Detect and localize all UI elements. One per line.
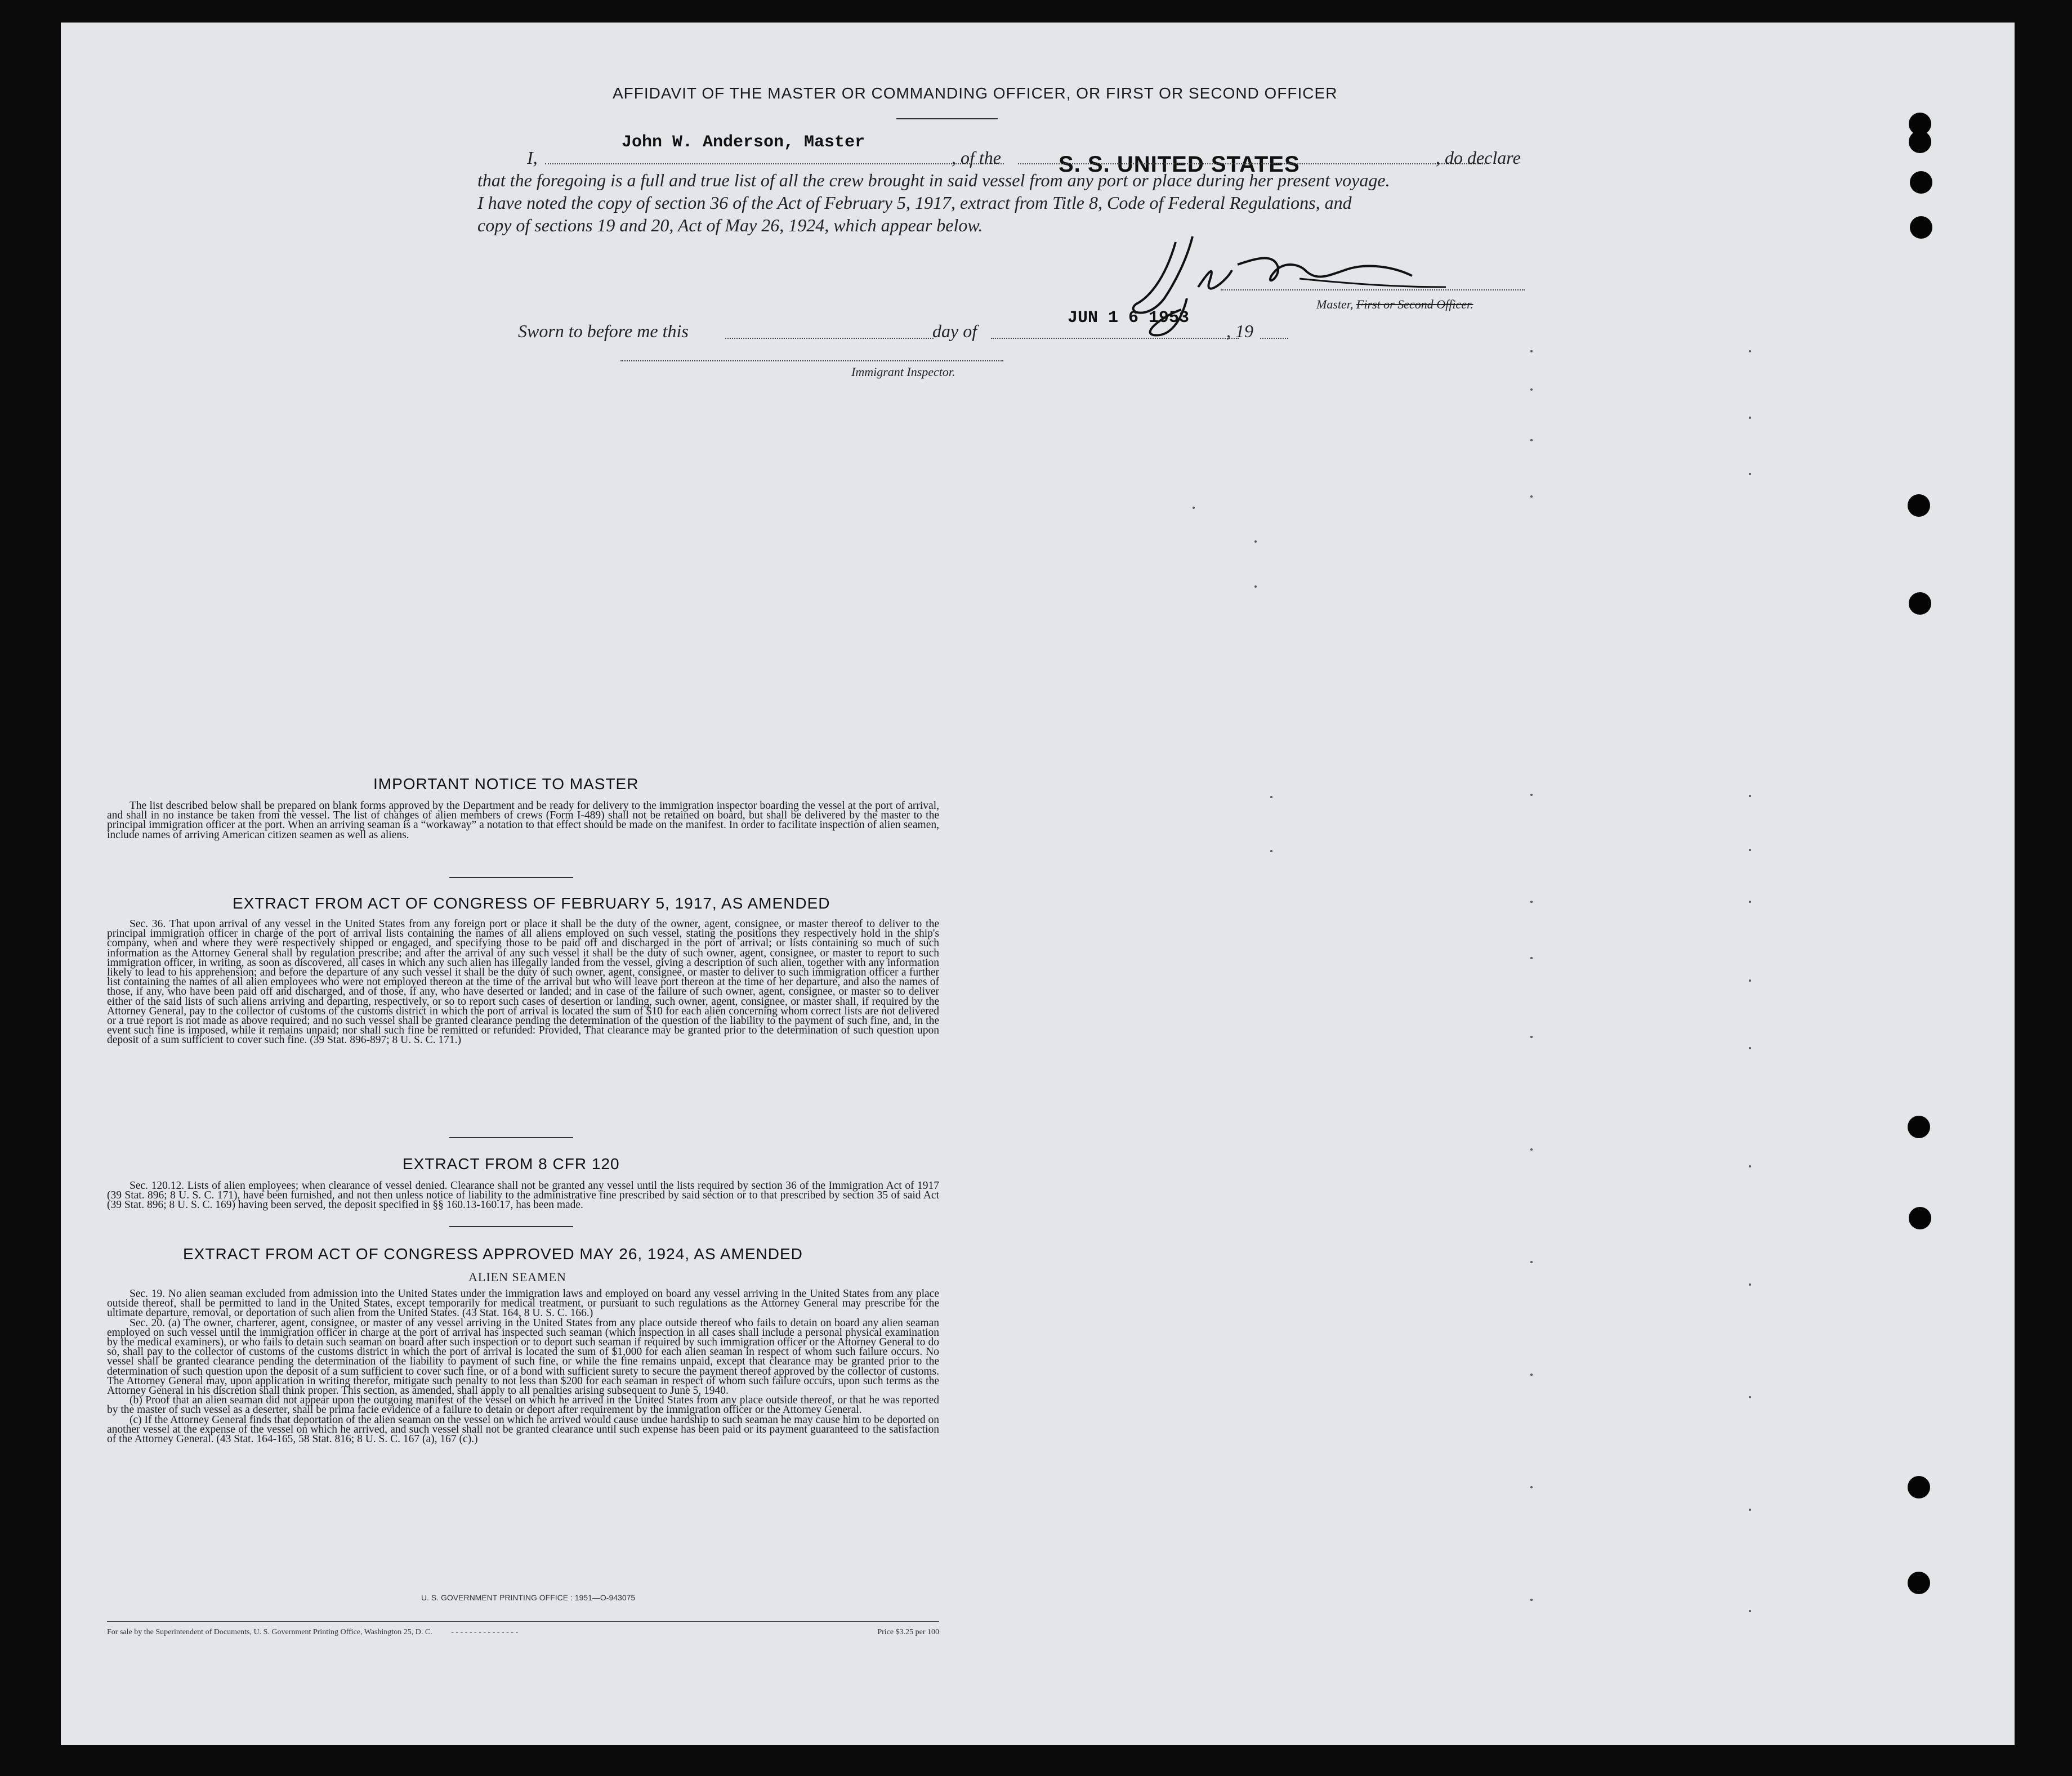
punch-hole xyxy=(1908,1572,1930,1594)
affidavit-line-4: copy of sections 19 and 20, Act of May 26, 1924, which appear below. xyxy=(477,215,983,235)
title-divider xyxy=(896,118,998,119)
punch-hole xyxy=(1910,171,1932,194)
scan-speck xyxy=(1254,585,1257,588)
printing-office-line: U. S. GOVERNMENT PRINTING OFFICE : 1951—O-943075 xyxy=(421,1593,636,1602)
scan-speck xyxy=(1749,350,1751,352)
extract-1917-heading: EXTRACT FROM ACT OF CONGRESS OF FEBRUARY 5, 1917, AS AMENDED xyxy=(233,894,830,912)
scan-speck xyxy=(1749,473,1751,475)
vessel-line xyxy=(1018,163,1485,164)
scan-speck xyxy=(1530,901,1533,903)
punch-hole xyxy=(1908,1476,1930,1498)
scan-speck xyxy=(1530,495,1533,498)
scan-speck xyxy=(1530,1148,1533,1151)
year-line xyxy=(1260,338,1288,339)
scan-speck xyxy=(1530,1486,1533,1488)
sworn-label: Sworn to before me this xyxy=(518,321,689,341)
master-name[interactable]: John W. Anderson, Master xyxy=(622,133,865,152)
section-19-paragraph: Sec. 19. No alien seaman excluded from admission into the United States under the immigration laws and employed on board any vessel arriving in the United States from any place outside thereof, shall be permitted to land in the United States, except temporarily for medical treatment, or pursuant to such regulations as the Attorney General may prescribe for the ultimate departure, removal, or deportation of such alien from the United States. (43 Stat. 164, 8 U. S. C. 166.) xyxy=(107,1288,939,1319)
signature-caption: Master, First or Second Officer. xyxy=(1316,297,1473,311)
scan-speck xyxy=(1530,439,1533,441)
section-20c-paragraph: (c) If the Attorney General finds that deportation of the alien seaman on the vessel on which he arrived would cause undue hardship to such seaman he may cause him to be deported on another vessel at the expense of the vessel on which he arrived, and such vessel shall not be granted clearance until such expense has been paid or its payment guaranteed to the satisfaction of the Attorney General. (43 Stat. 164-165, 58 Stat. 816; 8 U. S. C. 167 (a), 167 (c).) xyxy=(107,1413,939,1446)
scan-speck xyxy=(1749,795,1751,797)
scan-speck xyxy=(1530,350,1533,352)
i-label: I, xyxy=(527,147,538,168)
scan-speck xyxy=(1749,417,1751,419)
year-label: , 19 xyxy=(1226,321,1253,341)
signature-line xyxy=(1221,289,1525,290)
scan-speck xyxy=(1749,1610,1751,1612)
extract-1924-body xyxy=(107,1289,939,1444)
scan-speck xyxy=(1749,1047,1751,1049)
date-line xyxy=(991,338,1239,339)
notice-heading: IMPORTANT NOTICE TO MASTER xyxy=(373,775,639,793)
scan-speck xyxy=(1530,388,1533,391)
affidavit-line-2: that the foregoing is a full and true list of all the crew brought in said vessel from any port or place during her present voyage. xyxy=(477,170,1390,190)
scan-speck xyxy=(1530,1036,1533,1038)
extract-cfr-heading: EXTRACT FROM 8 CFR 120 xyxy=(403,1155,620,1173)
scan-speck xyxy=(1749,849,1751,851)
notice-divider xyxy=(449,877,573,878)
section-20a-paragraph: Sec. 20. (a) The owner, charterer, agent, consignee, or master of any vessel arriving in the United States from any place outside thereof who fails to detain on board any alien seaman employed on such vessel until the immigration officer in charge at the port of arrival has inspected such seaman (which inspection in all cases shall include a personal physical examination by the medical examiners), or who fails to detain such seaman on board after such inspection or to deport such seaman if required by such immigration officer or the Attorney General to do so, shall pay to the collector of customs of the customs district in which the port of arrival is located the sum of $1,000 for each alien seaman in respect of whom such failure occurs. No vessel shall be granted clearance pending the determination of the liability to payment of such fine, or while the fine remains unpaid, except that clearance may be granted prior to the determination of such question upon the deposit of a sum sufficient to cover such fine, or of a bond with sufficient surety to secure the payment thereof approved by the collector of customs. The Attorney General may, upon application in writing therefor, mitigate such penalty to not less than $200 for each seaman in respect of whom such failure occurs, upon such terms as the Attorney General in his discretion shall think proper. This section, as amended, shall apply to all penalties arising subsequent to June 5, 1940. xyxy=(107,1317,939,1397)
scan-speck xyxy=(1530,957,1533,959)
section-20b-paragraph: (b) Proof that an alien seaman did not appear upon the outgoing manifest of the vessel on which he arrived in the United States from any place outside thereof, or that he was reported by the master of such vessel as a deserter, shall be prima facie evidence of a failure to detain or deport after requirement by the immigration officer or the Attorney General. xyxy=(107,1394,939,1416)
extract-cfr-text: Sec. 120.12. Lists of alien employees; when clearance of vessel denied. Clearance shall not be granted any vessel until the lists required by section 36 of the Immigration Act of 1917 (39 Stat. 896; 8 U. S. C. 171), have been furnished, and not then unless notice of liability to the administrative fine prescribed by said section or to that prescribed by section 35 of said Act (39 Stat. 896; 8 U. S. C. 169) having been served, the deposit specified in §§ 160.13-160.17, has been made. xyxy=(107,1180,939,1211)
scan-speck xyxy=(1530,1599,1533,1601)
affidavit-title: AFFIDAVIT OF THE MASTER OR COMMANDING OFFICER, OR FIRST OR SECOND OFFICER xyxy=(613,84,1338,102)
name-line xyxy=(545,163,1004,164)
signature-image xyxy=(1131,214,1513,349)
footer-rule xyxy=(107,1621,939,1622)
extract-1924-heading: EXTRACT FROM ACT OF CONGRESS APPROVED MAY 26, 1924, AS AMENDED xyxy=(183,1245,803,1263)
scan-speck xyxy=(1530,794,1533,796)
inspector-line xyxy=(620,360,1003,361)
form-page xyxy=(61,23,2015,1745)
scan-speck xyxy=(1270,796,1272,798)
notice-text: The list described below shall be prepared on blank forms approved by the Department and be ready for delivery to the immigration inspector boarding the vessel at the port of arrival, and shall in no instance be taken from the vessel. The list of changes of alien members of crews (Form I-489) shall not be retained on board, but shall be delivered by the master to the principal immigration officer at the port. When an arriving seaman is a “workaway” a notation to that effect should be made on the manifest. In order to facilitate inspection of alien seamen, include names of arriving American citizen seamen as well as aliens. xyxy=(107,800,939,841)
scan-speck xyxy=(1270,850,1272,852)
do-declare-label: , do declare xyxy=(1436,147,1521,168)
vessel-stamp: S. S. UNITED STATES xyxy=(1059,152,1300,177)
footer-sale-line: For sale by the Superintendent of Documents, U. S. Government Printing Office, Washington 25, D. C. - - - - - - - - - - - - - - - Price $3.25 per 100 xyxy=(107,1628,939,1636)
scan-speck xyxy=(1749,1509,1751,1511)
date-stamp: JUN 1 6 1953 xyxy=(1068,308,1190,328)
punch-hole xyxy=(1909,592,1931,615)
scan-speck xyxy=(1530,1374,1533,1376)
scan-speck xyxy=(1530,1261,1533,1263)
extract-cfr-divider xyxy=(449,1226,573,1227)
alien-seamen-subheading: ALIEN SEAMEN xyxy=(468,1270,566,1284)
scan-speck xyxy=(1749,1165,1751,1167)
of-the-label: , of the xyxy=(952,147,1001,168)
punch-hole xyxy=(1909,1207,1931,1229)
punch-hole xyxy=(1909,131,1931,153)
scan-speck xyxy=(1254,540,1257,543)
inspector-caption: Immigrant Inspector. xyxy=(851,365,955,379)
scan-speck xyxy=(1749,1283,1751,1286)
extract-1917-divider xyxy=(449,1137,573,1138)
scan-speck xyxy=(1749,979,1751,982)
scan-speck xyxy=(1749,901,1751,903)
affidavit-line-3: I have noted the copy of section 36 of the Act of February 5, 1917, extract from Title 8, Code of Federal Regulations, and xyxy=(477,193,1352,213)
punch-hole xyxy=(1908,1116,1930,1138)
day-line xyxy=(725,338,934,339)
punch-hole xyxy=(1908,494,1930,517)
extract-1917-text: Sec. 36. That upon arrival of any vessel in the United States from any foreign port or place it shall be the duty of the owner, agent, consignee, or master thereof to deliver to the principal immigration officer in charge of the port of arrival lists containing the names of all aliens employed on such vessel, stating the positions they respectively hold in the ship's company, when and where they were respectively shipped or engaged, and specifying those to be paid off and discharged in the port of arrival; or lists containing so much of such information as the Attorney General shall by regulation prescribe; and after the arrival of any such vessel it shall be the duty of such owner, agent, consignee, or master to report to such immigration officer, in writing, as soon as discovered, all cases in which any such alien has illegally landed from the vessel, giving a description of such alien, together with any information likely to lead to his apprehension; and before the departure of any such vessel it shall be the duty of such owner, agent, consignee, or master to deliver to such immigration officer a further list containing the names of all alien employees who were not employed thereon at the time of the arrival but who will leave port thereon at the time of her departure, and also the names of those, if any, who have been paid off and discharged, and of those, if any, who have deserted or landed; and in case of the failure of such owner, agent, consignee, or master so to deliver either of the said lists of such aliens arriving and departing, respectively, or so to report such cases of desertion or landing, such owner, agent, consignee, or master shall, if required by the Attorney General, pay to the collector of customs of the customs district in which the port of arrival is located the sum of $10 for each alien concerning whom correct lists are not delivered or a true report is not made as above required; and no such vessel shall be granted clearance pending the determination of the question of the liability to the payment of such fine, and, in the event such fine is imposed, while it remains unpaid; nor shall such fine be remitted or refunded: Provided, That clearance may be granted prior to the determination of such question upon deposit of a sum sufficient to cover such fine. (39 Stat. 896-897; 8 U. S. C. 171.) xyxy=(107,918,939,1046)
day-of-label: day of xyxy=(932,321,977,341)
scan-speck xyxy=(1193,507,1195,509)
scan-speck xyxy=(1749,1396,1751,1398)
punch-hole xyxy=(1910,216,1932,239)
